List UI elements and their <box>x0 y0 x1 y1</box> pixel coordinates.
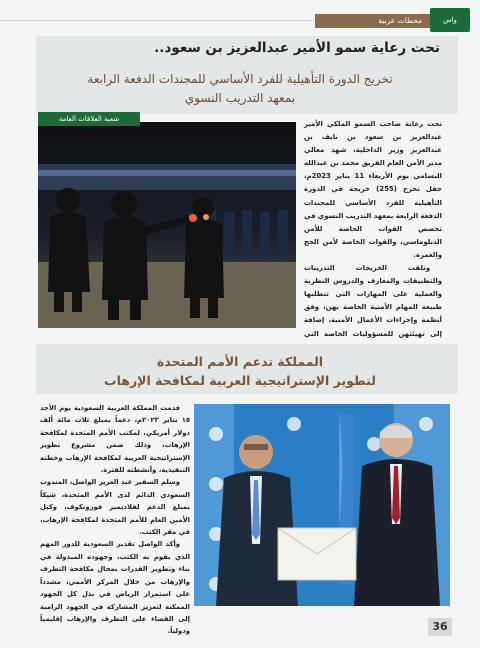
header-rule <box>0 20 315 21</box>
article2-title <box>40 352 440 390</box>
article1-title: تحت رعاية سمو الأمير عبدالعزيز بن سعود.. <box>154 40 440 56</box>
un-handover-illustration <box>194 404 450 606</box>
graduation-photo <box>38 122 296 328</box>
article1-paragraph: وتلقت الخريجات التدريبات والتطبيقات والمعارف والدروس النظرية والعملية على المهارات التي تتطلبها طبيعة المهام الأمنية الخاصة بهن، وفق أنظمة وإجراءات الأعمال الأمنية، إضافة إلى تهيئتهن للمسؤوليات الخاصة التي <box>304 264 442 338</box>
article2-paragraph: وأكد الواصل تقدير السعودية للدور المهم الذي يقوم به الكتب، وجهوده المبذولة في بناء وتطوير القدرات بمجال مكافحة التطرف والإرهاب من خلال المركز الأممي، مشدداً على استمرار الرياض في بذل كل الجهود الممكنة لتعزيز المشاركة في الجهود الرامية إلى القضاء على التطرف والإرهاب إقليمياً ودولياً. <box>40 540 190 636</box>
article2-body <box>40 402 190 638</box>
section-label: محطات عربية <box>315 14 430 28</box>
article2-title-line1: المملكة تدعم الأمم المتحدة <box>156 354 324 369</box>
article1-paragraph: تحت رعاية صاحب السمو الملكي الأمير عبدالعزيز بن سعود بن نايف بن عبدالعزيز وزير الداخلية، شهد معالي مدير الأمن العام الفريق محمد بن عبدالله البسامي يوم الأربعاء 11 يناير 2023م، حفل تخرج (255) خريجة في الدورة التأهيلية للفرد الأساسي للمجندات الدفعة الرابعة بمعهد التدريب النسوي في تخصص القوات الخاصة للأمن الدبلوماسي، والقوات الخاصة لأمن الحج والعمرة. <box>304 120 442 259</box>
page-number: 36 <box>428 618 452 636</box>
article2-title-line2: لتطوير الإستراتيجية العربية لمكافحة الإرهاب <box>104 373 376 388</box>
un-handover-photo <box>194 404 450 606</box>
article1-subtitle <box>40 70 440 108</box>
article2-paragraph: قدمت المملكة العربية السعودية يوم الأحد ١٥ يناير ٢٠٢٣م، دعماً بمبلغ ثلاث مائة ألف دولار أمريكي، لمكتب الأمم المتحدة لمكافحة الإرهاب، وذلك ضمن مشروع تطوير الإستراتيجية العربية لمكافحة الإرهاب وخطته التنفيذية، وأنشطته للفترة. <box>40 404 190 475</box>
graduation-photo-illustration <box>38 122 296 328</box>
photo-caption: شعبة العلاقات العامة <box>38 112 140 126</box>
article1-subtitle-line2: بمعهد التدريب النسوي <box>184 91 296 105</box>
article1-body <box>304 118 442 354</box>
article2-paragraph: وسلم السفير عبد العزيز الواصل، المندوب السعودي الدائم لدى الأمم المتحدة، شيكاً بمبلغ الدعم لفلاديمير فورونكوف، وكيل الأمين العام للأمم المتحدة لمكافحة الإرهاب، في مقر الكتب. <box>40 478 190 537</box>
publication-logo: واس <box>430 8 470 32</box>
article1-subtitle-line1: تخريج الدورة التأهيلية للفرد الأساسي للمجندات الدفعة الرابعة <box>87 72 393 86</box>
